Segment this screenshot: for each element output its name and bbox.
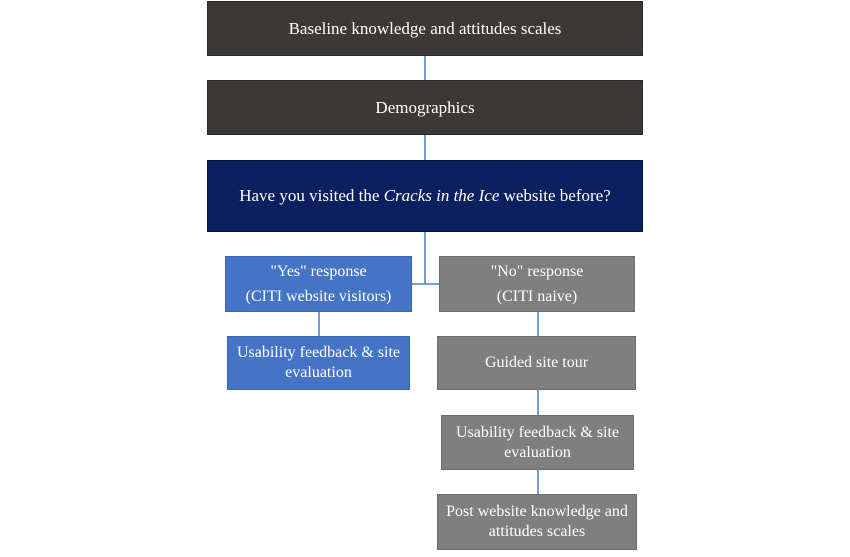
post-website-scales-label: Post website knowledge and attitudes scales [446, 503, 628, 540]
no-response-sublabel: (CITI naive) [496, 287, 578, 305]
demographics-box [207, 80, 643, 135]
post-website-scales-box [437, 494, 637, 550]
guided-site-tour-label: Guided site tour [484, 354, 589, 371]
guided-site-tour-box [437, 336, 636, 390]
demographics-label: Demographics [375, 97, 475, 117]
visited-question-label [239, 185, 611, 206]
no-response-box [439, 256, 635, 312]
no-usability-feedback-box [441, 415, 634, 470]
question-text-emphasis: Cracks in the Ice [383, 186, 500, 206]
no-response-label: "No" response [490, 262, 584, 280]
yes-usability-feedback-label: Usability feedback & site evaluation [236, 344, 401, 381]
visited-question-box [207, 160, 643, 232]
baseline-scales-label: Baseline knowledge and attitudes scales [288, 18, 562, 38]
question-text-after: website before? [499, 186, 611, 206]
yes-response-box [225, 256, 412, 312]
no-usability-feedback-label: Usability feedback & site evaluation [455, 423, 620, 461]
question-text-before: Have you visited the [239, 186, 384, 206]
yes-response-label: "Yes" response [270, 262, 367, 280]
yes-usability-feedback-box [227, 336, 410, 390]
baseline-scales-box [207, 1, 643, 56]
yes-response-sublabel: (CITI website visitors) [245, 287, 392, 305]
